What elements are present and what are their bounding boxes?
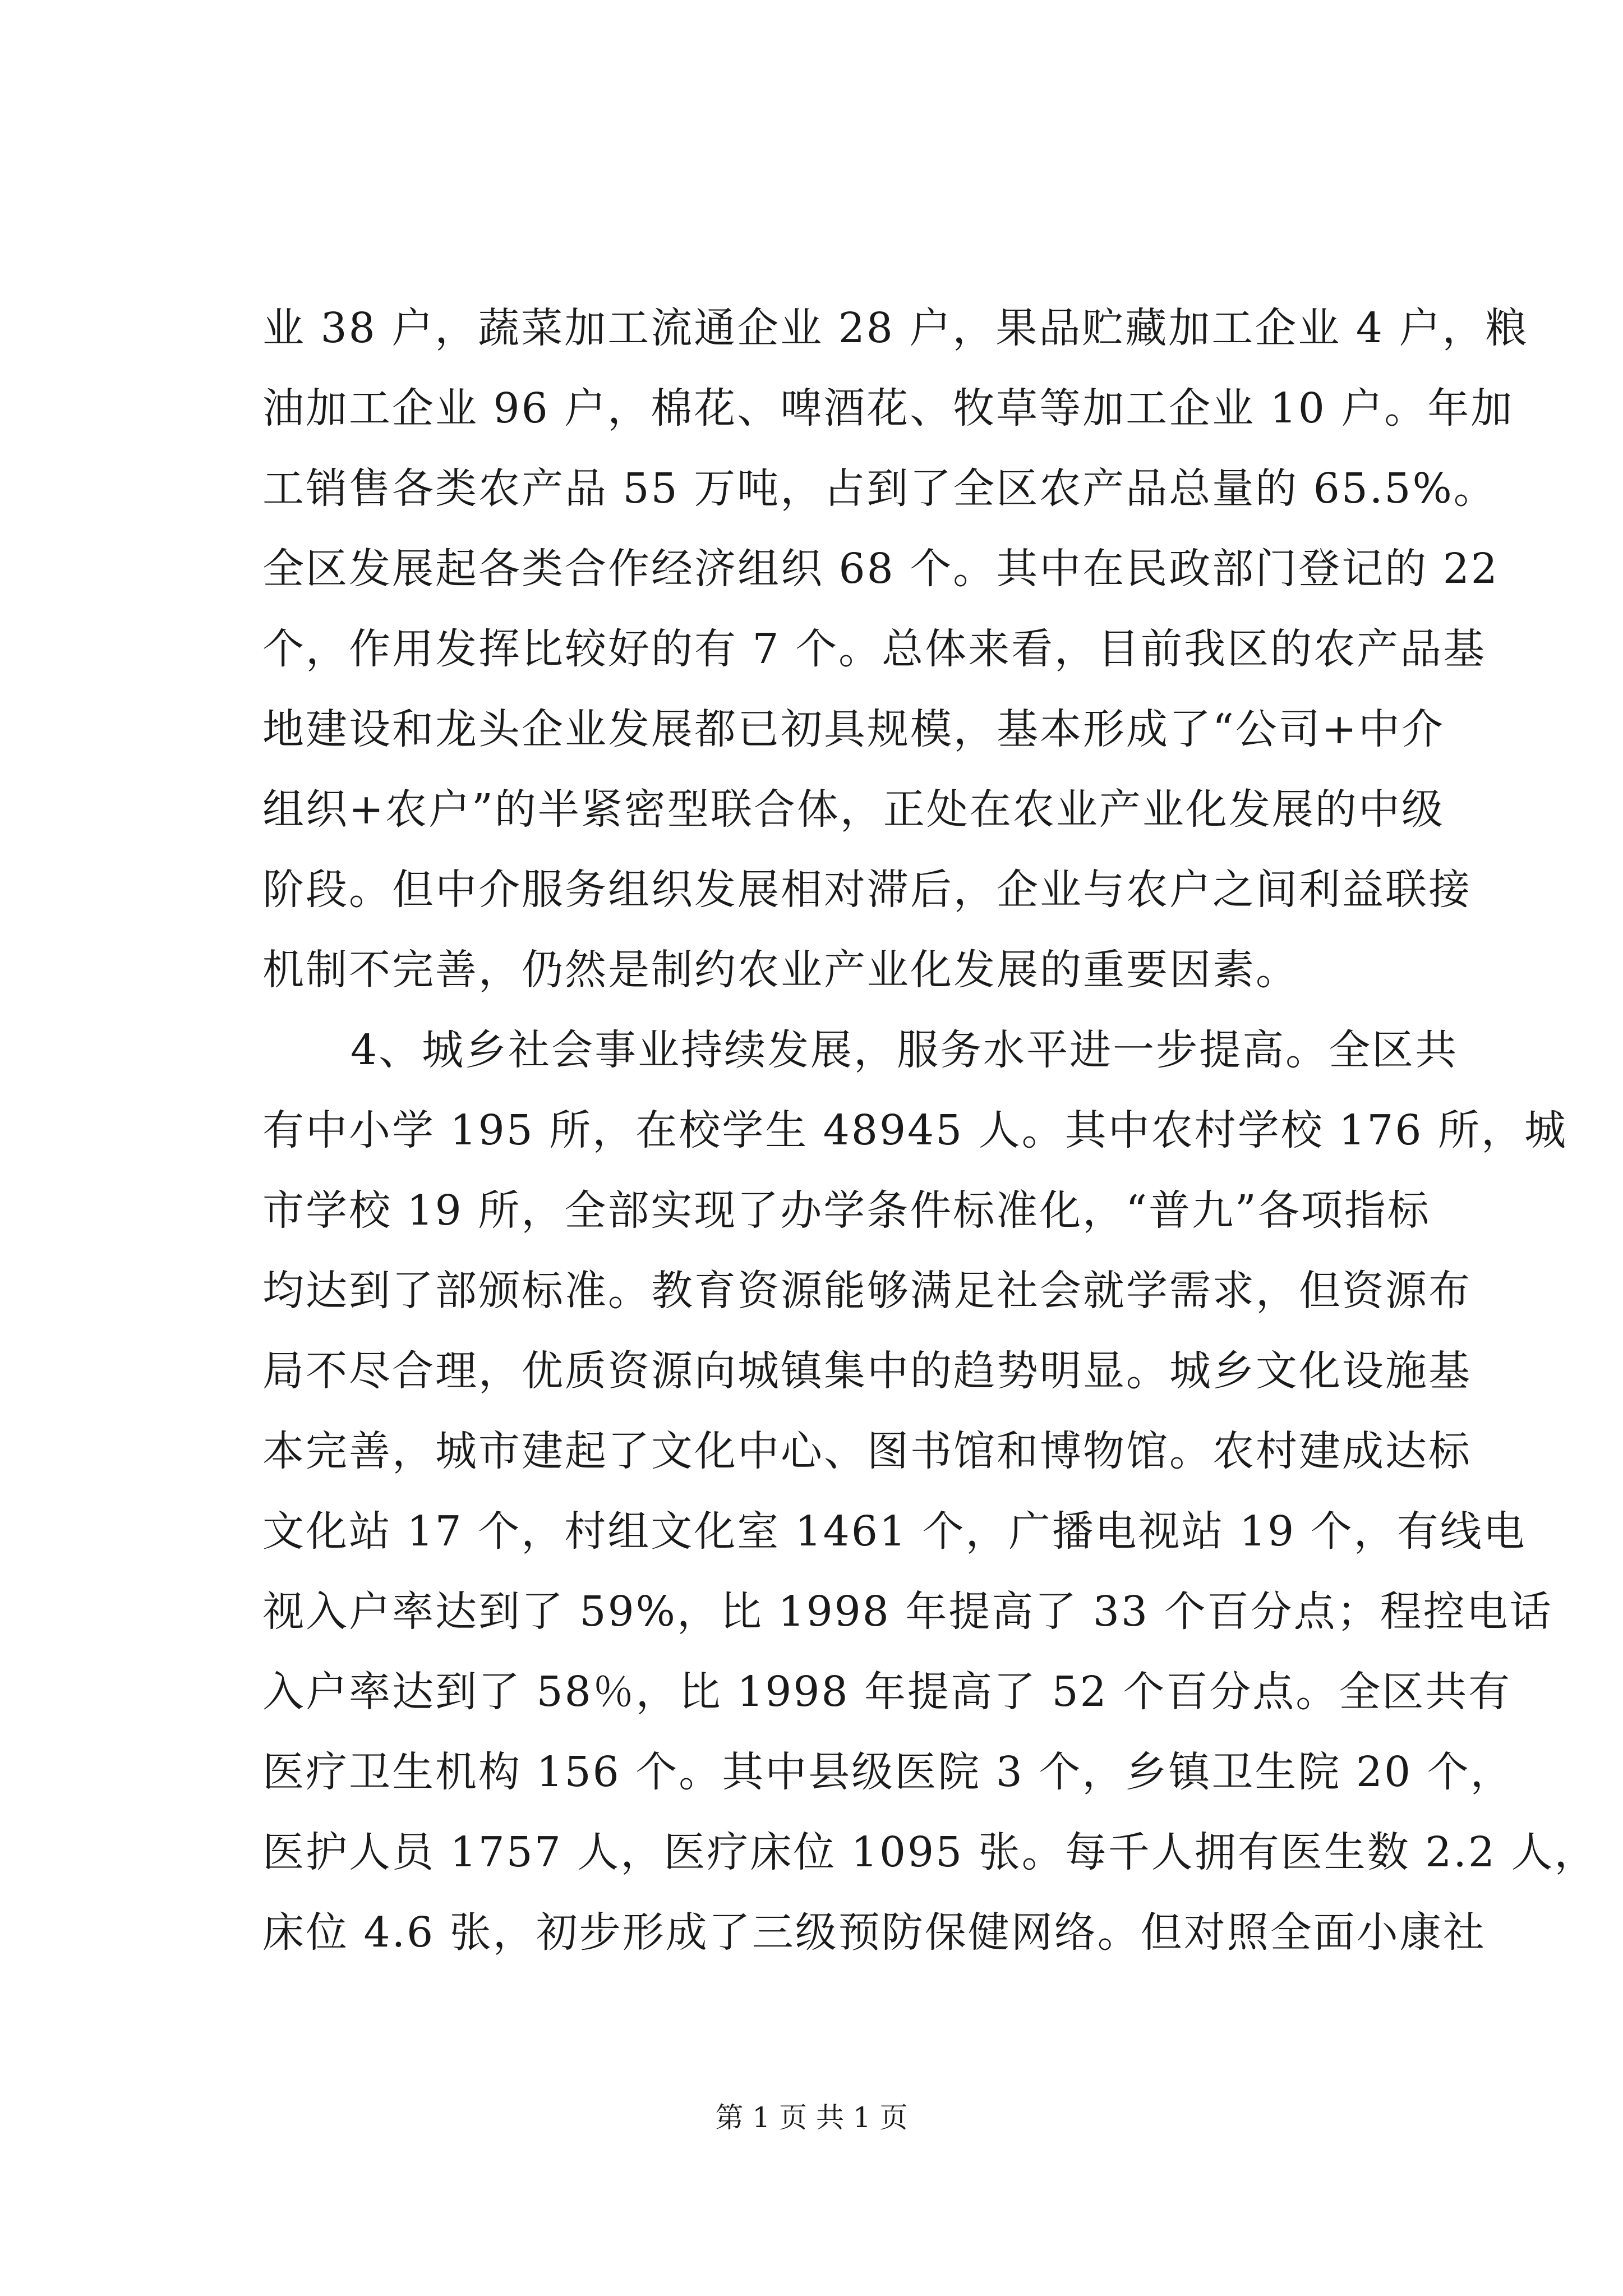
body-text-line-5: 个，作用发挥比较好的有 7 个。总体来看，目前我区的农产品基 xyxy=(262,625,1487,673)
body-text-line-17: 视入户率达到了 59%，比 1998 年提高了 33 个百分点；程控电话 xyxy=(262,1588,1553,1636)
body-text-line-3: 工销售各类农产品 55 万吨，占到了全区农产品总量的 65.5%。 xyxy=(262,464,1497,513)
body-text-line-18: 入户率达到了 58％，比 1998 年提高了 52 个百分点。全区共有 xyxy=(262,1668,1512,1716)
body-text-line-8: 阶段。但中介服务组织发展相对滞后，企业与农户之间利益联接 xyxy=(262,866,1472,914)
body-text-line-6: 地建设和龙头企业发展都已初具规模，基本形成了“公司+中介 xyxy=(262,705,1445,753)
body-text-line-2: 油加工企业 96 户，棉花、啤酒花、牧草等加工企业 10 户。年加 xyxy=(262,384,1514,432)
body-text-line-15: 本完善，城市建起了文化中心、图书馆和博物馆。农村建成达标 xyxy=(262,1427,1472,1475)
body-text-line-9: 机制不完善，仍然是制约农业产业化发展的重要因素。 xyxy=(262,946,1299,994)
body-text-line-16: 文化站 17 个，村组文化室 1461 个，广播电视站 19 个，有线电 xyxy=(262,1507,1527,1556)
paragraph-4-first-line: 4、城乡社会事业持续发展，服务水平进一步提高。全区共 xyxy=(351,1026,1459,1074)
body-text-line-13: 均达到了部颁标准。教育资源能够满足社会就学需求，但资源布 xyxy=(262,1267,1472,1315)
body-text-line-4: 全区发展起各类合作经济组织 68 个。其中在民政部门登记的 22 xyxy=(262,545,1499,593)
body-text-line-12: 市学校 19 所，全部实现了办学条件标准化，“普九”各项指标 xyxy=(262,1186,1431,1235)
body-text-line-1: 业 38 户，蔬菜加工流通企业 28 户，果品贮藏加工企业 4 户，粮 xyxy=(262,304,1529,352)
body-text-line-21: 床位 4.6 张，初步形成了三级预防保健网络。但对照全面小康社 xyxy=(262,1908,1486,1957)
body-text-line-14: 局不尽合理，优质资源向城镇集中的趋势明显。城乡文化设施基 xyxy=(262,1347,1472,1395)
body-text-line-20: 医护人员 1757 人，医疗床位 1095 张。每千人拥有医生数 2.2 人， xyxy=(262,1828,1598,1876)
page-footer: 第 1 页 共 1 页 xyxy=(715,2101,908,2134)
body-text-line-19: 医疗卫生机构 156 个。其中县级医院 3 个，乡镇卫生院 20 个， xyxy=(262,1748,1514,1796)
body-text-line-7: 组织+农户”的半紧密型联合体，正处在农业产业化发展的中级 xyxy=(262,785,1445,834)
body-text-line-11: 有中小学 195 所，在校学生 48945 人。其中农村学校 176 所，城 xyxy=(262,1106,1568,1154)
